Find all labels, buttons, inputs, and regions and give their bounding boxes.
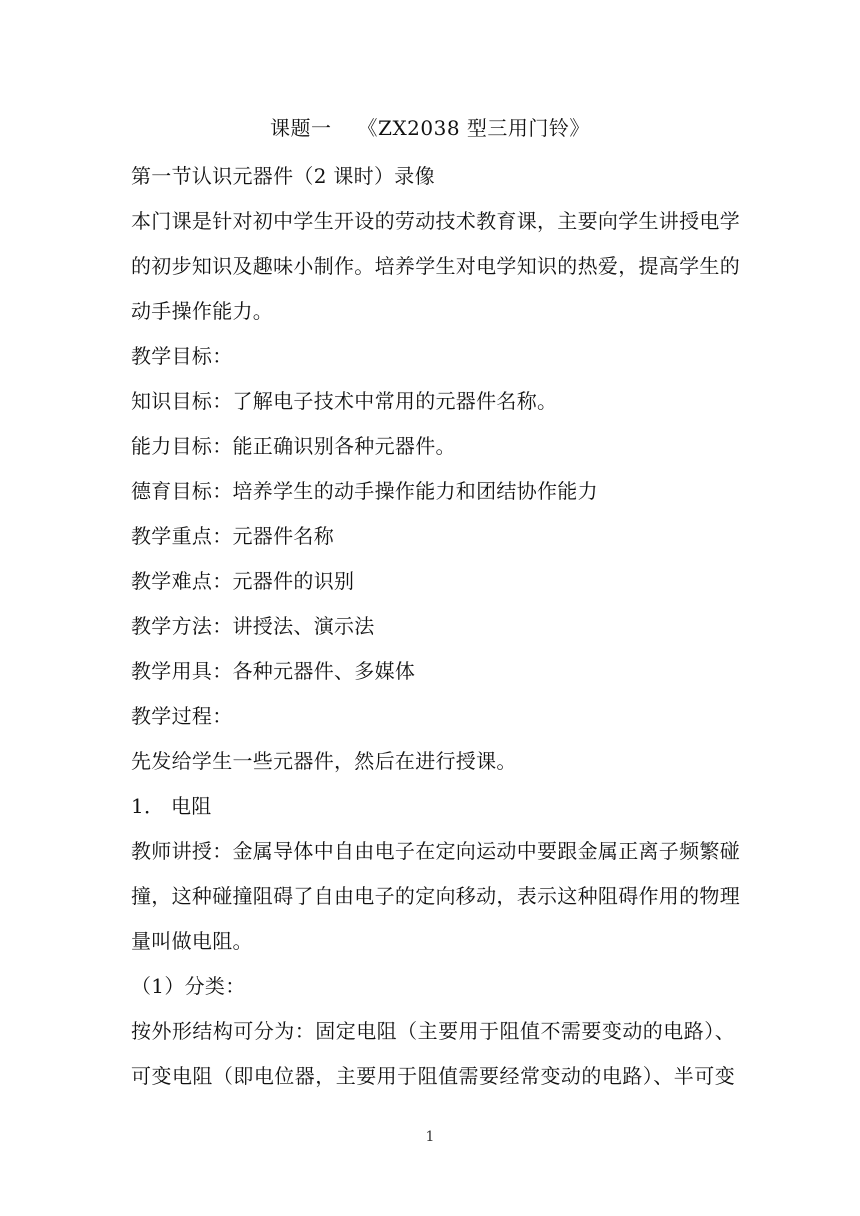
paragraph-line: 先发给学生一些元器件，然后在进行授课。	[131, 749, 517, 773]
classification-heading: （1）分类：	[131, 974, 246, 998]
paragraph-line: 按外形结构可分为：固定电阻（主要用于阻值不需要变动的电路）、	[131, 1019, 735, 1043]
page-number: 1	[425, 1129, 435, 1145]
paragraph-line: 可变电阻（即电位器，主要用于阻值需要经常变动的电路）、半可变	[131, 1064, 735, 1088]
moral-goal: 德育目标：培养学生的动手操作能力和团结协作能力	[131, 479, 598, 503]
paragraph-line: 量叫做电阻。	[131, 929, 253, 953]
paragraph-line: 动手操作能力。	[131, 299, 274, 323]
teaching-process-heading: 教学过程：	[131, 704, 233, 728]
ability-goal: 能力目标：能正确识别各种元器件。	[131, 434, 456, 458]
knowledge-goal: 知识目标：了解电子技术中常用的元器件名称。	[131, 389, 558, 413]
paragraph-line: 的初步知识及趣味小制作。培养学生对电学知识的热爱，提高学生的	[131, 254, 740, 278]
lesson-title	[0, 114, 860, 142]
lesson-title-part1: 课题一	[270, 116, 332, 140]
paragraph-line: 本门课是针对初中学生开设的劳动技术教育课，主要向学生讲授电学	[131, 209, 740, 233]
document-body	[131, 154, 740, 1099]
teaching-difficulty: 教学难点：元器件的识别	[131, 569, 355, 593]
teaching-focus: 教学重点：元器件名称	[131, 524, 334, 548]
paragraph-line: 撞，这种碰撞阻碍了自由电子的定向移动，表示这种阻碍作用的物理	[131, 884, 740, 908]
numbered-heading-resistor: 1． 电阻	[131, 794, 212, 818]
teaching-tools: 教学用具：各种元器件、多媒体	[131, 659, 416, 683]
section-heading: 第一节认识元器件（2 课时）录像	[131, 164, 435, 188]
lesson-title-part2: 《ZX2038 型三用门铃》	[357, 116, 590, 140]
teaching-method: 教学方法：讲授法、演示法	[131, 614, 375, 638]
teaching-goals-heading: 教学目标：	[131, 344, 233, 368]
paragraph-line: 教师讲授：金属导体中自由电子在定向运动中要跟金属正离子频繁碰	[131, 839, 740, 863]
